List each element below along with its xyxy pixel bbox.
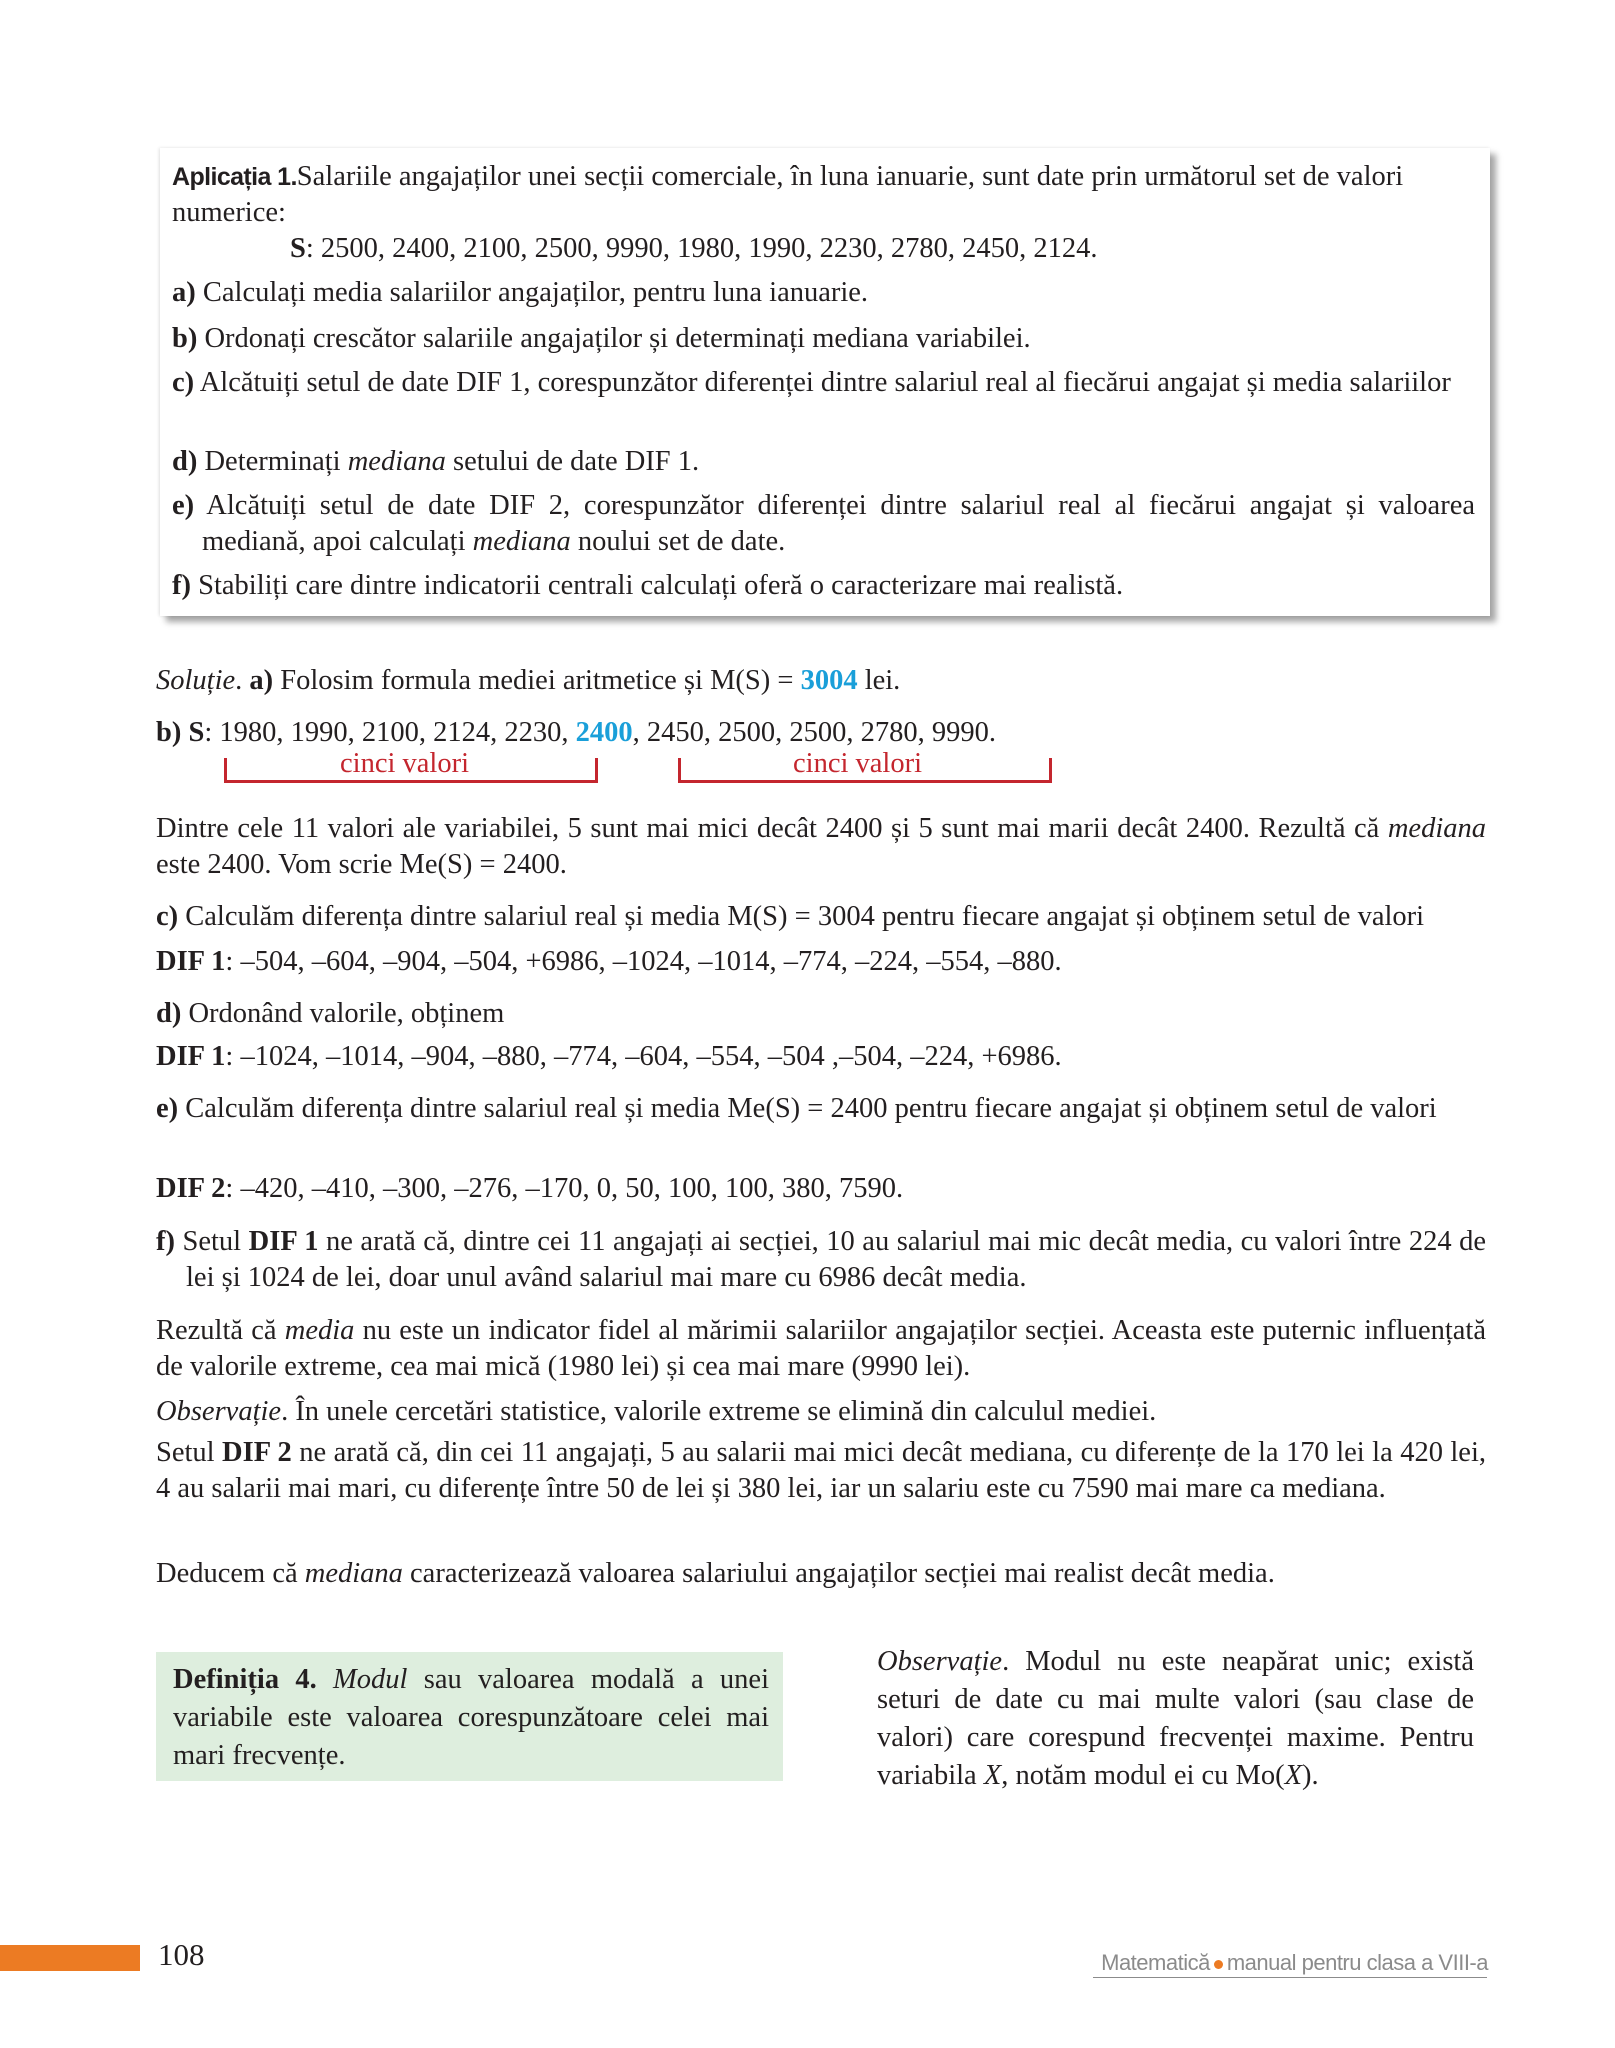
solution-f: f) Setul DIF 1 ne arată că, dintre cei 11 angajați ai secției, 10 au salariul mai mic decât media, cu valori între 224 de lei și 1024 de lei, doar unul având salariul mai mare cu 6986 decât media. [156, 1226, 1486, 1293]
task-f: f) Stabiliți care dintre indicatorii centrali calculați oferă o caracterizare mai realistă. [172, 570, 1124, 601]
bracket-right [678, 758, 1052, 783]
task-d: d) Determinați mediana setului de date DIF 1. [172, 446, 700, 477]
application-title: Aplicația 1. [172, 163, 297, 191]
median-explanation: Dintre cele 11 valori ale variabilei, 5 sunt mai mici decât 2400 și 5 sunt mai marii decât 2400. Rezultă că mediana este 2400. Vom scrie Me(S) = 2400. [156, 813, 1486, 880]
conclusion: Deducem că mediana caracterizează valoarea salariului angajaților secției mai realist decât media. [156, 1558, 1275, 1589]
salary-set: S: 2500, 2400, 2100, 2500, 9990, 1980, 1990, 2230, 2780, 2450, 2124. [290, 233, 1098, 264]
result-paragraph: Rezultă că media nu este un indicator fidel al mărimii salariilor angajaților secției. Aceasta este puternic influențată de valorile extreme, cea mai mică (1980 lei) și cea mai mare (9990 lei). [156, 1315, 1486, 1382]
application-intro-line1: Aplicația 1.Salariile angajaților unei secții comerciale, în luna ianuarie, sunt date prin următorul set de valori [172, 161, 1404, 192]
median-value: 2400 [575, 717, 633, 748]
solution-b-sorted: b) S: 1980, 1990, 2100, 2124, 2230, 2400, 2450, 2500, 2500, 2780, 9990. [156, 717, 996, 748]
definition-text: Definiția 4. Modul sau valoarea modală a unei variabile este valoarea corespunzătoare celei mai mari frecvențe. [173, 1664, 769, 1771]
page-number: 108 [158, 1937, 205, 1972]
dif1-sorted-values: DIF 1: –1024, –1014, –904, –880, –774, –604, –554, –504 ,–504, –224, +6986. [156, 1041, 1062, 1072]
footer-book-title: Matematică manual pentru clasa a VIII-a [1101, 1950, 1488, 1975]
task-c: c) Alcătuiți setul de date DIF 1, corespunzător diferenței dintre salariul real al fiecărui angajat și media salariilor [172, 367, 1451, 398]
task-b: b) Ordonați crescător salariile angajaților și determinați mediana variabilei. [172, 323, 1031, 354]
dif2-values: DIF 2: –420, –410, –300, –276, –170, 0, 50, 100, 100, 380, 7590. [156, 1173, 904, 1204]
bracket-left-label: cinci valori [340, 748, 469, 779]
dif1-values: DIF 1: –504, –604, –904, –504, +6986, –1024, –1014, –774, –224, –554, –880. [156, 946, 1062, 977]
dif2-paragraph: Setul DIF 2 ne arată că, din cei 11 angajați, 5 au salarii mai mici decât mediana, cu diferențe de la 170 lei la 420 lei, 4 au salarii mai mari, cu diferențe între 50 de lei și 380 lei, iar un salariu este cu 7590 mai mare ca mediana. [156, 1437, 1487, 1504]
solution-c: c) Calculăm diferența dintre salariul real și media M(S) = 3004 pentru fiecare angajat și obținem setul de valori [156, 901, 1425, 932]
bracket-left [224, 758, 598, 783]
footer-rule [1093, 1977, 1487, 1978]
solution-e: e) Calculăm diferența dintre salariul real și media Me(S) = 2400 pentru fiecare angajat și obținem setul de valori [156, 1093, 1437, 1124]
observation-extremes: Observație. În unele cercetări statistice, valorile extreme se elimină din calculul mediei. [156, 1396, 1157, 1427]
task-e: e) Alcătuiți setul de date DIF 2, corespunzător diferenței dintre salariul real al fiecărui angajat și valoarea mediană, apoi calculați mediana noului set de date. [172, 490, 1475, 557]
solution-d: d) Ordonând valorile, obținem [156, 998, 505, 1029]
application-intro-line2: numerice: [172, 197, 286, 228]
footer-accent-bar [0, 1945, 140, 1971]
task-a: a) Calculați media salariilor angajaților, pentru luna ianuarie. [172, 277, 869, 308]
observation-mode: Observație. Modul nu este neapărat unic; există seturi de date cu mai multe valori (sau clase de valori) care corespund frecvenței maxime. Pentru variabila X, notăm modul ei cu Mo(X). [877, 1646, 1474, 1791]
mean-value: 3004 [800, 665, 858, 696]
bullet-icon [1214, 1960, 1223, 1969]
bracket-right-label: cinci valori [793, 748, 922, 779]
solution-a: Soluție. a) Folosim formula mediei aritmetice și M(S) = 3004 lei. [156, 665, 901, 696]
